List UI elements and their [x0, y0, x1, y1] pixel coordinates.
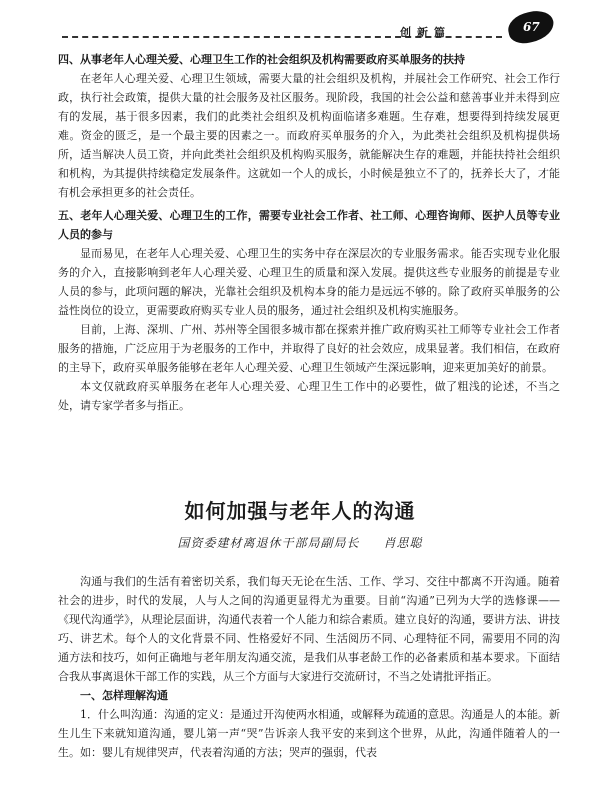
article-title: 如何加强与老年人的沟通	[184, 499, 416, 523]
section-five-paragraph: 显而易见，在老年人心理关爱、心理卫生的实务中存在深层次的专业服务需求。能否实现专业化服务的介入，直接影响到老年人心理关爱、心理卫生的质量和深入发展。提供这些专业服务的前提是专业人员的参与，此项问题的解决，光靠社会组织及机构本身的能力是远远不够的。除了政府买单服务的公益性岗位的设立，更需要政府购买专业人员的服务，通过社会组织及机构实施服务。	[58, 247, 560, 317]
article-byline	[0, 534, 600, 551]
section-four-paragraph: 在老年人心理关爱、心理卫生领域，需要大量的社会组织及机构，并展社会工作研究、社会工作行政，执行社会政策，提供大量的社会服务及社区服务。现阶段，我国的社会公益和慈善事业并未得到应有的发展，基于很多因素，我们的此类社会组织及机构面临诸多难题。生存难，想要得到持续发展更难。资金的匮乏，是一个最主要的因素之一。而政府买单服务的介入，为此类社会组织及机构提供场所，适当解决人员工资，并向此类社会组织及机构购买服务，就能解决生存的难题，并能扶持社会组织和机构，为其提供持续稳定发展条件。这就如一个人的成长，小时候是独立不了的，抚养长大了，才能有机会承担更多的社会责任。	[58, 72, 560, 199]
author-affiliation: 国资委建材离退休干部局副局长	[177, 536, 360, 550]
page-number: 67	[522, 20, 540, 35]
article-body	[58, 572, 560, 762]
section-five-heading: 五、老年人心理关爱、心理卫生的工作，需要专业社会工作者、社工师、心理咨询师、医护人员等专业人员的参与	[58, 209, 560, 241]
article-subheading: 一、怎样理解沟通	[80, 689, 168, 702]
author-name: 肖思聪	[383, 536, 423, 550]
section-label: 创新篇	[400, 26, 451, 39]
page-number-badge	[505, 8, 556, 47]
section-five-paragraph: 目前，上海、深圳、广州、苏州等全国很多城市都在探索并推广政府购买社工师等专业社会工作者服务的措施，广泛应用于为老服务的工作中，并取得了良好的社会效应，成果显著。我们相信，在政府的主导下，政府买单服务能够在老年人心理关爱、心理卫生领域产生深远影响，迎来更加美好的前景。	[58, 323, 560, 374]
article-paragraph: 沟通与我们的生活有着密切关系，我们每天无论在生活、工作、学习、交往中都离不开沟通。随着社会的进步，时代的发展，人与人之间的沟通更显得尤为重要。目前“沟通”已列为大学的选修课——《现代沟通学》，从理论层面讲，沟通代表着一个人能力和综合素质。建立良好的沟通，要讲方法、讲技巧、讲艺术。每个人的文化背景不同、性格爱好不同、生活阅历不同、心理特征不同，需要用不同的沟通方法和技巧，如何正确地与老年朋友沟通交流，是我们从事老龄工作的必备素质和基本要求。下面结合我从事离退休干部工作的实践，从三个方面与大家进行交流研讨，不当之处请批评指正。	[58, 575, 560, 683]
article-paragraph: 1．什么叫沟通：沟通的定义：是通过开沟使两水相通，或解释为疏通的意思。沟通是人的本能。新生儿生下来就知道沟通，婴儿第一声“哭”告诉亲人我平安的来到这个世界，从此，沟通伴随着人的一生。如：婴儿有规律哭声，代表着沟通的方法；哭声的强弱，代表	[58, 708, 560, 759]
previous-article-text	[58, 50, 560, 415]
section-five-paragraph: 本文仅就政府买单服务在老年人心理关爱、心理卫生工作中的必要性，做了粗浅的论述，不当之处，请专家学者多与指正。	[58, 380, 560, 412]
section-four-heading: 四、从事老年人心理关爱、心理卫生工作的社会组织及机构需要政府买单服务的扶持	[58, 53, 465, 66]
